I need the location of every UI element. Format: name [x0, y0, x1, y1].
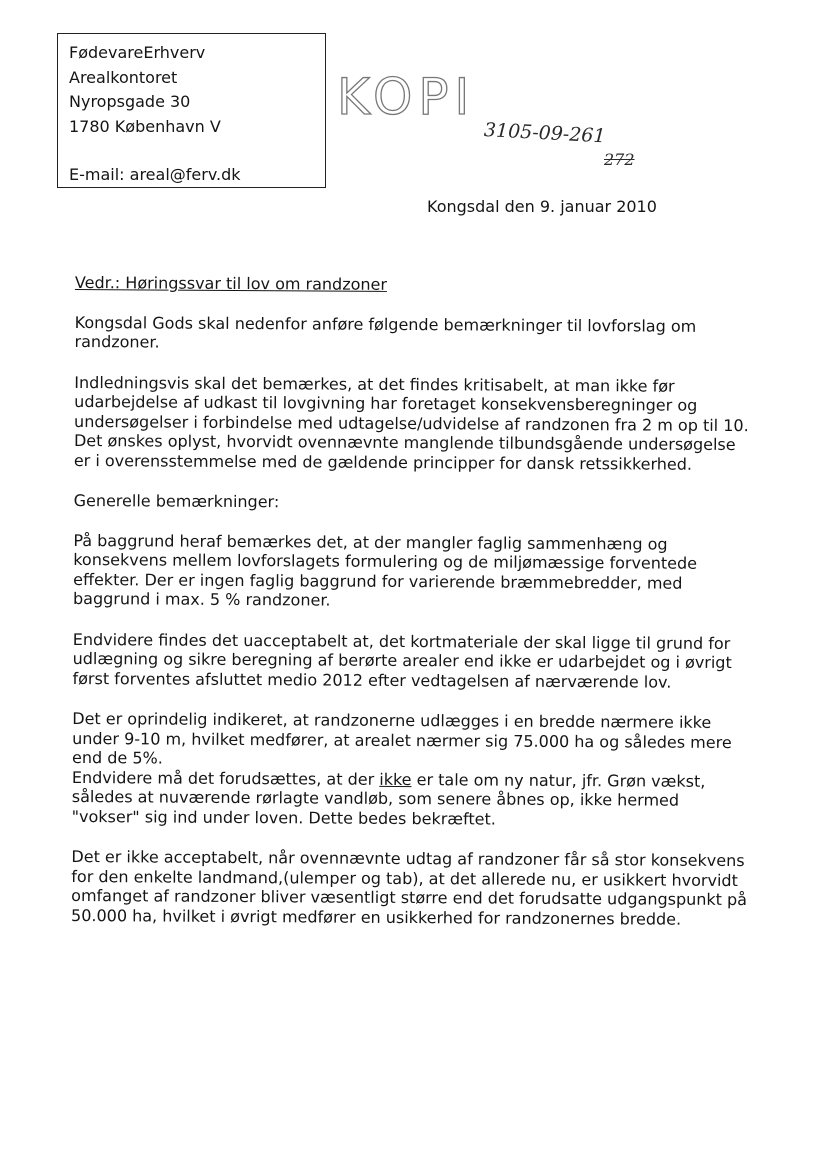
paragraph-4: Endvidere findes det uacceptabelt at, det kortmateriale der skal ligge til grund for udlægning og sikre beregning af berørte arealer end ikke er udarbejdet og i øvrigt først forventes afsluttet medio 2012 efter vedtagelsen af nærværende lov. — [72, 629, 732, 692]
recipient-line-4: 1780 København V — [69, 116, 221, 136]
paragraph-6 — [72, 767, 752, 830]
paragraph-1: Kongsdal Gods skal nedenfor anføre følgende bemærkninger til lovforslag om randzoner. — [74, 312, 697, 352]
recipient-line-2: Arealkontoret — [69, 67, 178, 87]
paragraph-6-end: er tale om ny natur, jfr. Grøn vækst, således at nuværende rørlagte vandløb, som senere åbnes op, ikke hermed "vokser" sig ind under loven. Dette bedes bekræftet. — [71, 769, 706, 829]
recipient-line-3: Nyropsgade 30 — [69, 92, 191, 111]
subject-line: Vedr.: Høringssvar til lov om randzoner — [74, 273, 388, 294]
paragraph-6-underlined: ikke — [379, 769, 412, 789]
letter-body — [71, 273, 755, 950]
paragraph-3: På baggrund heraf bemærkes det, at der mangler faglig sammenhæng og konsekvens mellem lovforslagets formulering og de miljømæssige forventede effekter. Der er ingen faglig baggrund for varierende bræmmebredder, med baggrund i max. 5 % randzoner. — [72, 530, 698, 610]
paragraph-6-start: Endvidere må det forudsættes, at der — [71, 767, 380, 789]
recipient-address-box — [57, 33, 326, 188]
date-line: Kongsdal den 9. januar 2010 — [427, 197, 657, 216]
recipient-email: E-mail: areal@ferv.dk — [69, 165, 241, 184]
paragraph-7: Det er ikke acceptabelt, når ovennævnte udtag af randzoner får så stor konsekvens for den enkelte landmand,(ulemper og tab), at det allerede nu, er usikkert hvorvidt omfanget af randzoner bliver væsentligt større end det forudsatte udgangspunkt på 50.000 ha, hvilket i øvrigt medfører en usikkerhed for randzonernes bredde. — [71, 846, 748, 929]
section-heading: Generelle bemærkninger: — [73, 490, 280, 512]
recipient-line-1: FødevareErhverv — [69, 43, 206, 62]
copy-stamp: KOPI — [337, 68, 476, 126]
recipient-spacer — [69, 139, 325, 163]
handwritten-case-number: 3105-09-261 — [483, 119, 607, 148]
paragraph-2: Indledningsvis skal det bemærkes, at det findes kritisabelt, at man ikke før udarbejdelse af udkast til lovgivning har foretaget konsekvensberegninger og undersøgelser i forbindelse med udtagelse/udvidelse af randzonen fra 2 m op til 10. Det ønskes oplyst, hvorvidt ovennævnte manglende tilbundsgående undersøgelse er i overensstemmelse med de gældende principper for dansk retssikkerhed. — [73, 372, 749, 474]
handwritten-sub-number: 272 — [604, 150, 635, 169]
paragraph-5: Det er oprindelig indikeret, at randzonerne udlægges i en bredde nærmere ikke under 9-10 m, hvilket medfører, at arealet nærmer sig 75.000 ha og således mere end de 5%. — [71, 708, 732, 768]
